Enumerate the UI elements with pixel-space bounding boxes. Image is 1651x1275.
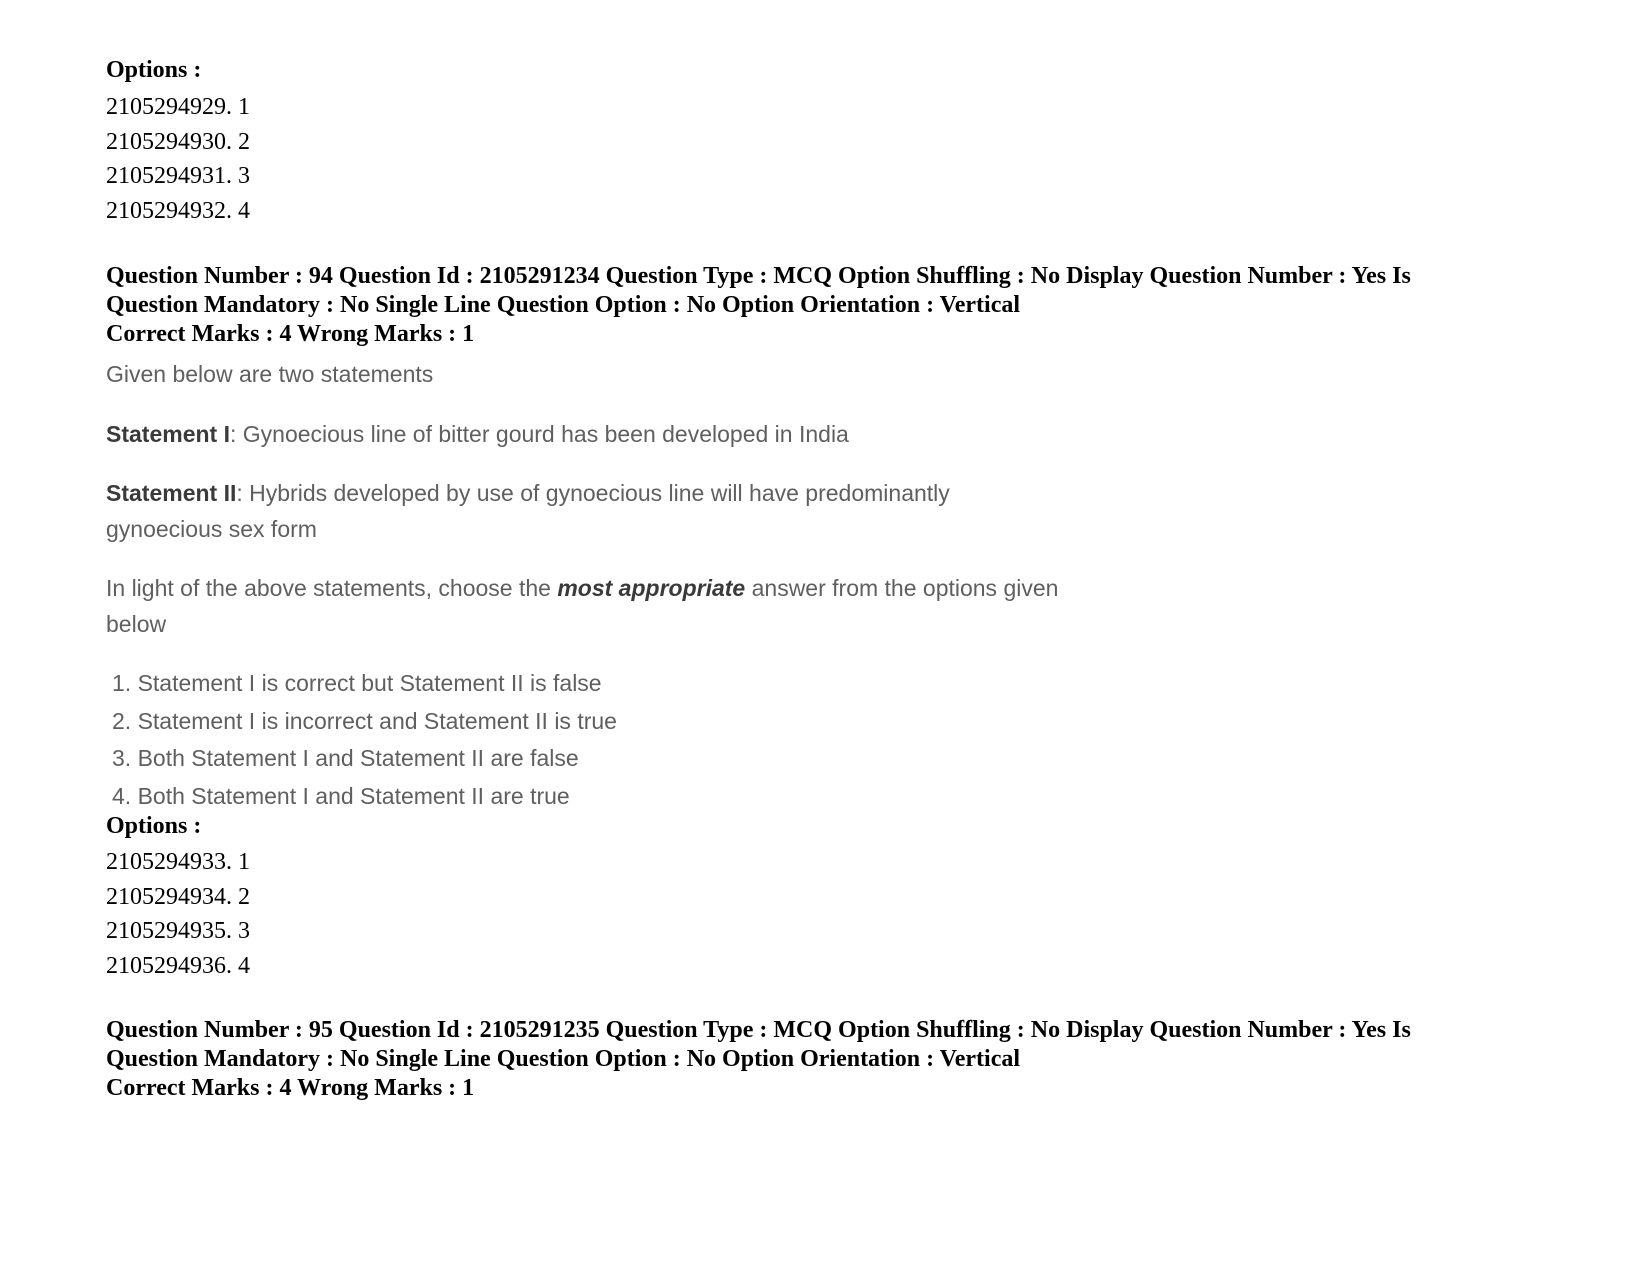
answer-choice: 4. Both Statement I and Statement II are true <box>112 782 570 809</box>
instruction-text: In light of the above statements, choose the <box>106 575 558 601</box>
marks-line: Correct Marks : 4 Wrong Marks : 1 <box>106 1075 475 1101</box>
statement-2-label: Statement II <box>106 480 237 506</box>
option-id-item: 2105294931. 3 <box>106 163 250 189</box>
option-id-item: 2105294929. 1 <box>106 94 250 120</box>
option-id-item: 2105294933. 1 <box>106 849 250 875</box>
option-id-item: 2105294932. 4 <box>106 197 250 224</box>
option-id-item: 2105294936. 4 <box>106 952 250 979</box>
question-intro: Given below are two statements <box>106 361 434 387</box>
statement-2-continued: gynoecious sex form <box>106 516 317 542</box>
statement-1 <box>106 416 849 453</box>
answer-choice: 1. Statement I is correct but Statement II is false <box>112 670 602 696</box>
question-instruction <box>106 570 1058 607</box>
option-id-item: 2105294930. 2 <box>106 128 250 155</box>
statement-2-text: : Hybrids developed by use of gynoecious line will have predominantly <box>236 480 950 506</box>
options-label: Options : <box>106 57 202 83</box>
statement-2 <box>106 475 950 512</box>
instruction-emphasis: most appropriate <box>557 575 746 601</box>
question-meta-line: Question Mandatory : No Single Line Question Option : No Option Orientation : Vertical <box>106 1045 1021 1072</box>
instruction-text: answer from the options given <box>745 575 1059 601</box>
option-id-list <box>106 845 250 983</box>
answer-choice: 2. Statement I is incorrect and Statement II is true <box>112 707 617 734</box>
question-instruction-continued: below <box>106 611 167 637</box>
question-meta-line: Question Mandatory : No Single Line Question Option : No Option Orientation : Vertical <box>106 291 1021 318</box>
option-id-item: 2105294934. 2 <box>106 883 250 910</box>
marks-line: Correct Marks : 4 Wrong Marks : 1 <box>106 321 475 347</box>
answer-choice: 3. Both Statement I and Statement II are false <box>112 745 579 771</box>
question-meta <box>106 262 1486 319</box>
options-label: Options : <box>106 813 202 839</box>
question-meta-line: Question Number : 94 Question Id : 2105291234 Question Type : MCQ Option Shuffling : No Display Question Number : Yes Is <box>106 263 1411 289</box>
statement-1-label: Statement I <box>106 421 230 447</box>
document-page <box>106 0 1586 1275</box>
question-meta-line: Question Number : 95 Question Id : 2105291235 Question Type : MCQ Option Shuffling : No Display Question Number : Yes Is <box>106 1017 1411 1043</box>
option-id-list <box>106 90 250 228</box>
statement-1-text: : Gynoecious line of bitter gourd has been developed in India <box>229 421 849 447</box>
question-meta <box>106 1016 1486 1073</box>
answer-choice-list <box>112 665 617 815</box>
option-id-item: 2105294935. 3 <box>106 918 250 944</box>
